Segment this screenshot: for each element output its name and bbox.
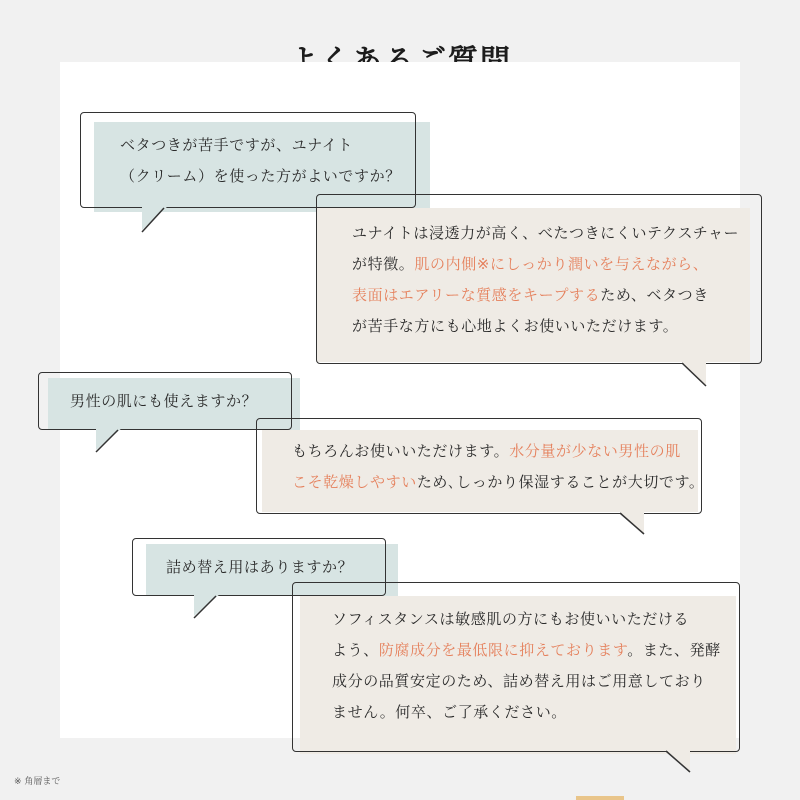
answer-text: ため､しっかり保湿することが大切です。 <box>416 473 705 491</box>
faq-3-question-text: 詰め替え用はありますか？ <box>166 558 354 576</box>
answer-text: が特徴。 <box>352 255 415 273</box>
highlight-text: 防腐成分を最低限に抑えております <box>378 641 628 659</box>
answer-text: ユナイトは浸透力が高く、べたつきにくいテクスチャー <box>352 224 740 242</box>
answer-text: 成分の品質安定のため、詰め替え用はご用意しており <box>332 672 706 690</box>
answer-line <box>352 218 739 249</box>
answer-text: よう、 <box>332 641 379 659</box>
answer-text: 。また、発酵 <box>627 641 721 659</box>
answer-line <box>332 604 721 635</box>
answer-line <box>292 467 705 498</box>
faq-2-question-text: 男性の肌にも使えますか？ <box>70 392 258 410</box>
decorative-strip <box>576 796 624 800</box>
answer-line <box>332 697 721 728</box>
answer-line <box>352 280 739 311</box>
faq-1-answer-text <box>352 218 739 342</box>
highlight-text: 肌の内側※にしっかり潤いを与えながら、 <box>414 255 709 273</box>
answer-text: が苦手な方にも心地よくお使いいただけます。 <box>352 317 679 335</box>
answer-line <box>292 436 705 467</box>
answer-text: ソフィスタンスは敏感肌の方にもお使いいただける <box>332 610 690 628</box>
speech-tail <box>676 362 712 392</box>
answer-line <box>332 635 721 666</box>
highlight-text: こそ乾燥しやすい <box>292 473 417 491</box>
highlight-text: 水分量が少ない男性の肌 <box>509 442 681 460</box>
footnote: ※ 角層まで <box>14 777 61 787</box>
answer-text: ため、ベタつき <box>600 286 709 304</box>
answer-text: ません。何卒、ご了承ください。 <box>332 703 567 721</box>
faq-3-answer-text <box>332 604 721 728</box>
answer-line <box>352 311 739 342</box>
speech-tail <box>660 750 696 780</box>
speech-tail <box>138 206 174 236</box>
answer-text: もちろんお使いいただけます。 <box>292 442 510 460</box>
answer-line <box>352 249 739 280</box>
faq-2-answer-text <box>292 436 705 498</box>
faq-1-question-text: ベタつきが苦手ですが、ユナイト （クリーム）を使った方がよいですか？ <box>120 136 401 185</box>
speech-tail <box>92 428 128 458</box>
highlight-text: 表面はエアリーな質感をキープする <box>352 286 601 304</box>
speech-tail <box>190 594 226 624</box>
answer-line <box>332 666 721 697</box>
speech-tail <box>614 512 650 542</box>
